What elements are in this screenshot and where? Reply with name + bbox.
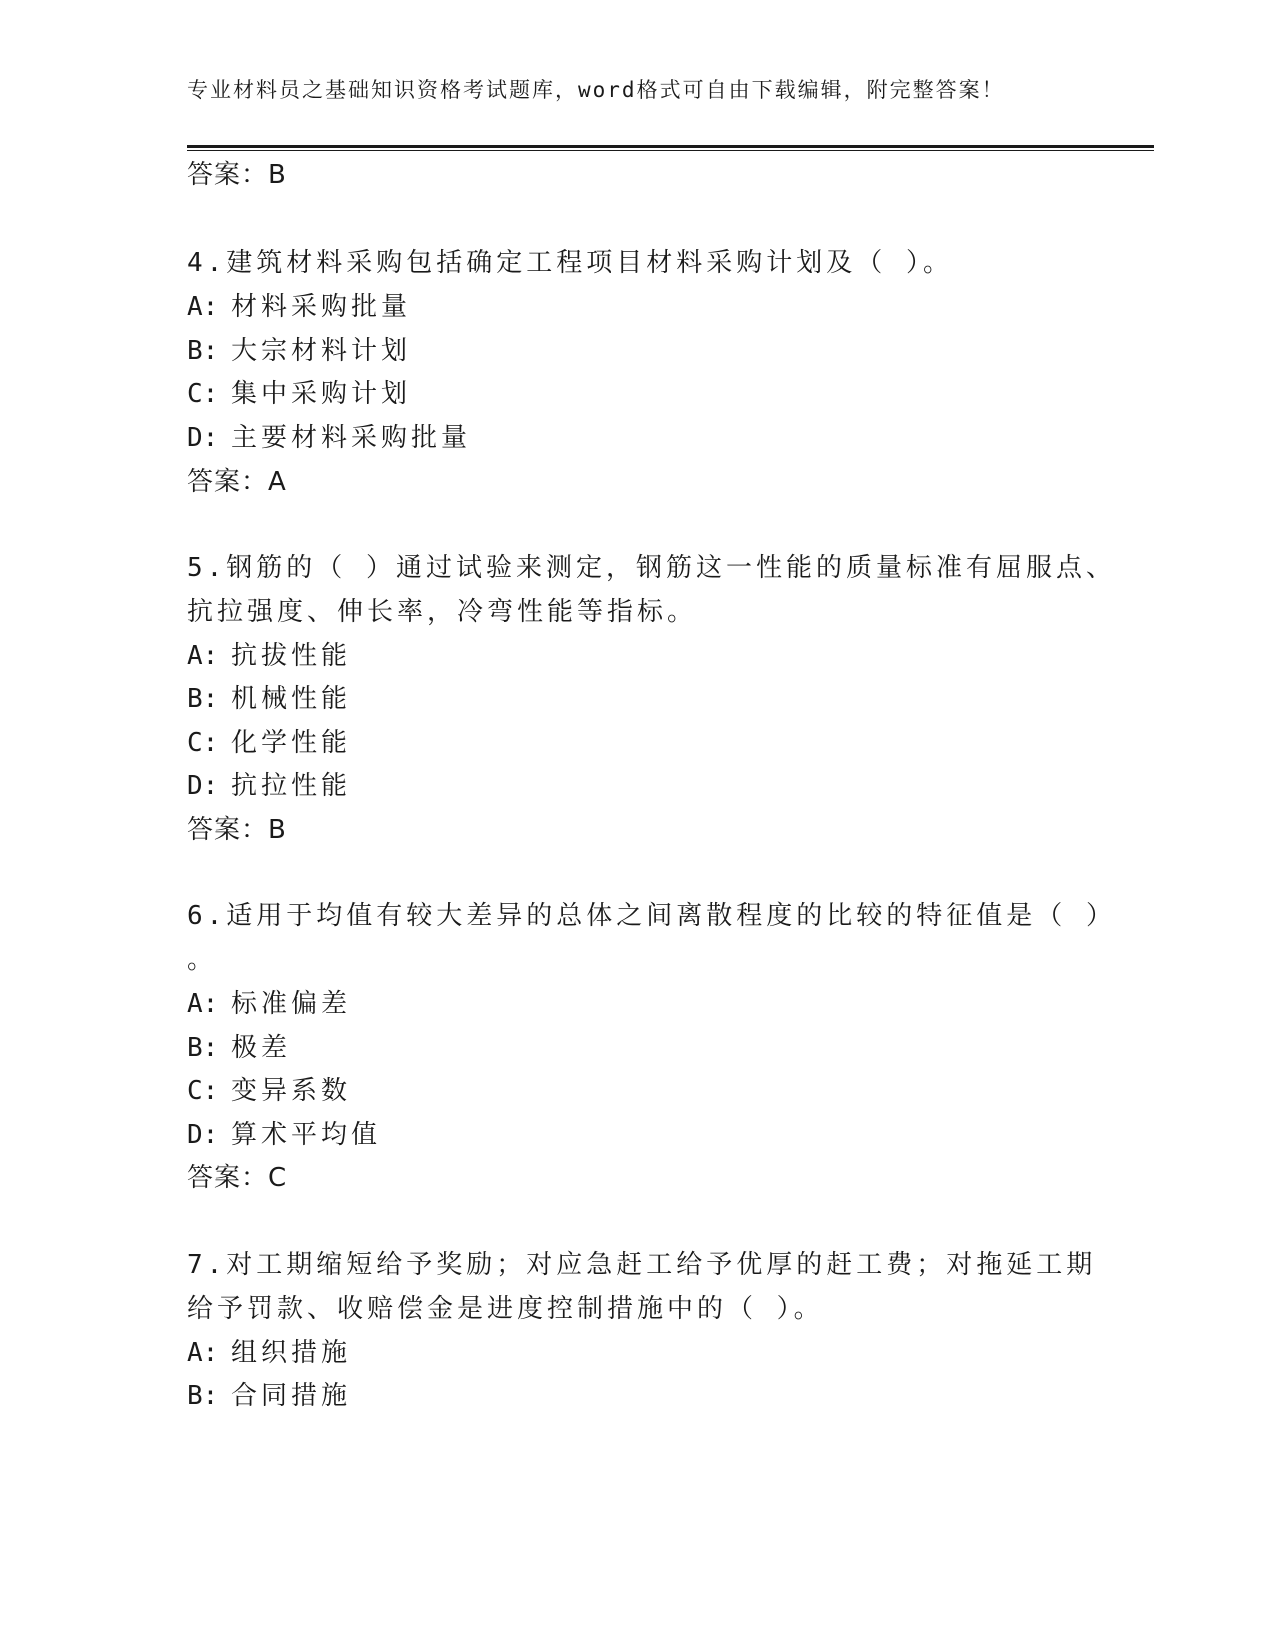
question-4-stem-line-1: 4.建筑材料采购包括确定工程项目材料采购计划及（ ）。 xyxy=(187,248,953,278)
header-rule-thin xyxy=(187,150,1154,151)
option-text: 极差 xyxy=(231,1033,292,1063)
option-text: 抗拔性能 xyxy=(231,641,352,671)
option-key: B: xyxy=(187,336,219,366)
option-key: B: xyxy=(187,684,219,714)
option-text: 组织措施 xyxy=(231,1338,352,1368)
question-6-stem-line-2: 。 xyxy=(187,945,218,975)
option-key: A: xyxy=(187,292,219,322)
option-text: 材料采购批量 xyxy=(231,292,412,322)
option-key: A: xyxy=(187,989,219,1019)
option-key: B: xyxy=(187,1033,219,1063)
header-rule-thick xyxy=(187,145,1154,148)
option-text: 大宗材料计划 xyxy=(231,336,412,366)
option-text: 算术平均值 xyxy=(231,1120,382,1150)
option-text: 机械性能 xyxy=(231,684,352,714)
question-5-stem-line-1: 5.钢筋的（ ）通过试验来测定，钢筋这一性能的质量标准有屈服点、 xyxy=(187,553,1116,583)
question-6-option-b xyxy=(187,1031,291,1065)
question-5-stem-line-2: 抗拉强度、伸长率，冷弯性能等指标。 xyxy=(187,597,698,627)
option-key: C: xyxy=(187,379,219,409)
option-text: 抗拉性能 xyxy=(231,771,352,801)
option-key: D: xyxy=(187,423,219,453)
option-text: 化学性能 xyxy=(231,728,352,758)
question-4-option-a xyxy=(187,290,411,324)
question-7-stem-line-2: 给予罚款、收赔偿金是进度控制措施中的（ ）。 xyxy=(187,1294,824,1324)
question-6-option-c xyxy=(187,1074,351,1108)
question-5-option-d xyxy=(187,769,351,803)
question-5-option-a xyxy=(187,639,351,673)
question-4-option-c xyxy=(187,377,411,411)
option-key: B: xyxy=(187,1381,219,1411)
question-5-option-c xyxy=(187,726,351,760)
question-7-option-b xyxy=(187,1379,351,1413)
option-key: C: xyxy=(187,1076,219,1106)
option-text: 集中采购计划 xyxy=(231,379,412,409)
option-text: 标准偏差 xyxy=(231,989,352,1019)
question-7-option-a xyxy=(187,1336,351,1370)
option-key: A: xyxy=(187,1338,219,1368)
question-6-answer: 答案：C xyxy=(187,1163,288,1193)
question-5-answer: 答案：B xyxy=(187,815,287,845)
question-7-stem-line-1: 7.对工期缩短给予奖励；对应急赶工给予优厚的赶工费；对拖延工期 xyxy=(187,1250,1097,1280)
question-5-option-b xyxy=(187,682,351,716)
option-key: A: xyxy=(187,641,219,671)
question-6-option-d xyxy=(187,1118,381,1152)
question-4-option-b xyxy=(187,334,411,368)
question-6-stem-line-1: 6.适用于均值有较大差异的总体之间离散程度的比较的特征值是（ ） xyxy=(187,901,1116,931)
option-key: C: xyxy=(187,728,219,758)
option-key: D: xyxy=(187,771,219,801)
option-text: 合同措施 xyxy=(231,1381,352,1411)
option-text: 变异系数 xyxy=(231,1076,352,1106)
page-header: 专业材料员之基础知识资格考试题库，word格式可自由下载编辑，附完整答案！ xyxy=(187,78,1005,102)
option-text: 主要材料采购批量 xyxy=(231,423,472,453)
option-key: D: xyxy=(187,1120,219,1150)
question-4-option-d xyxy=(187,421,471,455)
question-6-option-a xyxy=(187,987,351,1021)
answer-previous: 答案：B xyxy=(187,160,287,190)
question-4-answer: 答案：A xyxy=(187,467,287,497)
